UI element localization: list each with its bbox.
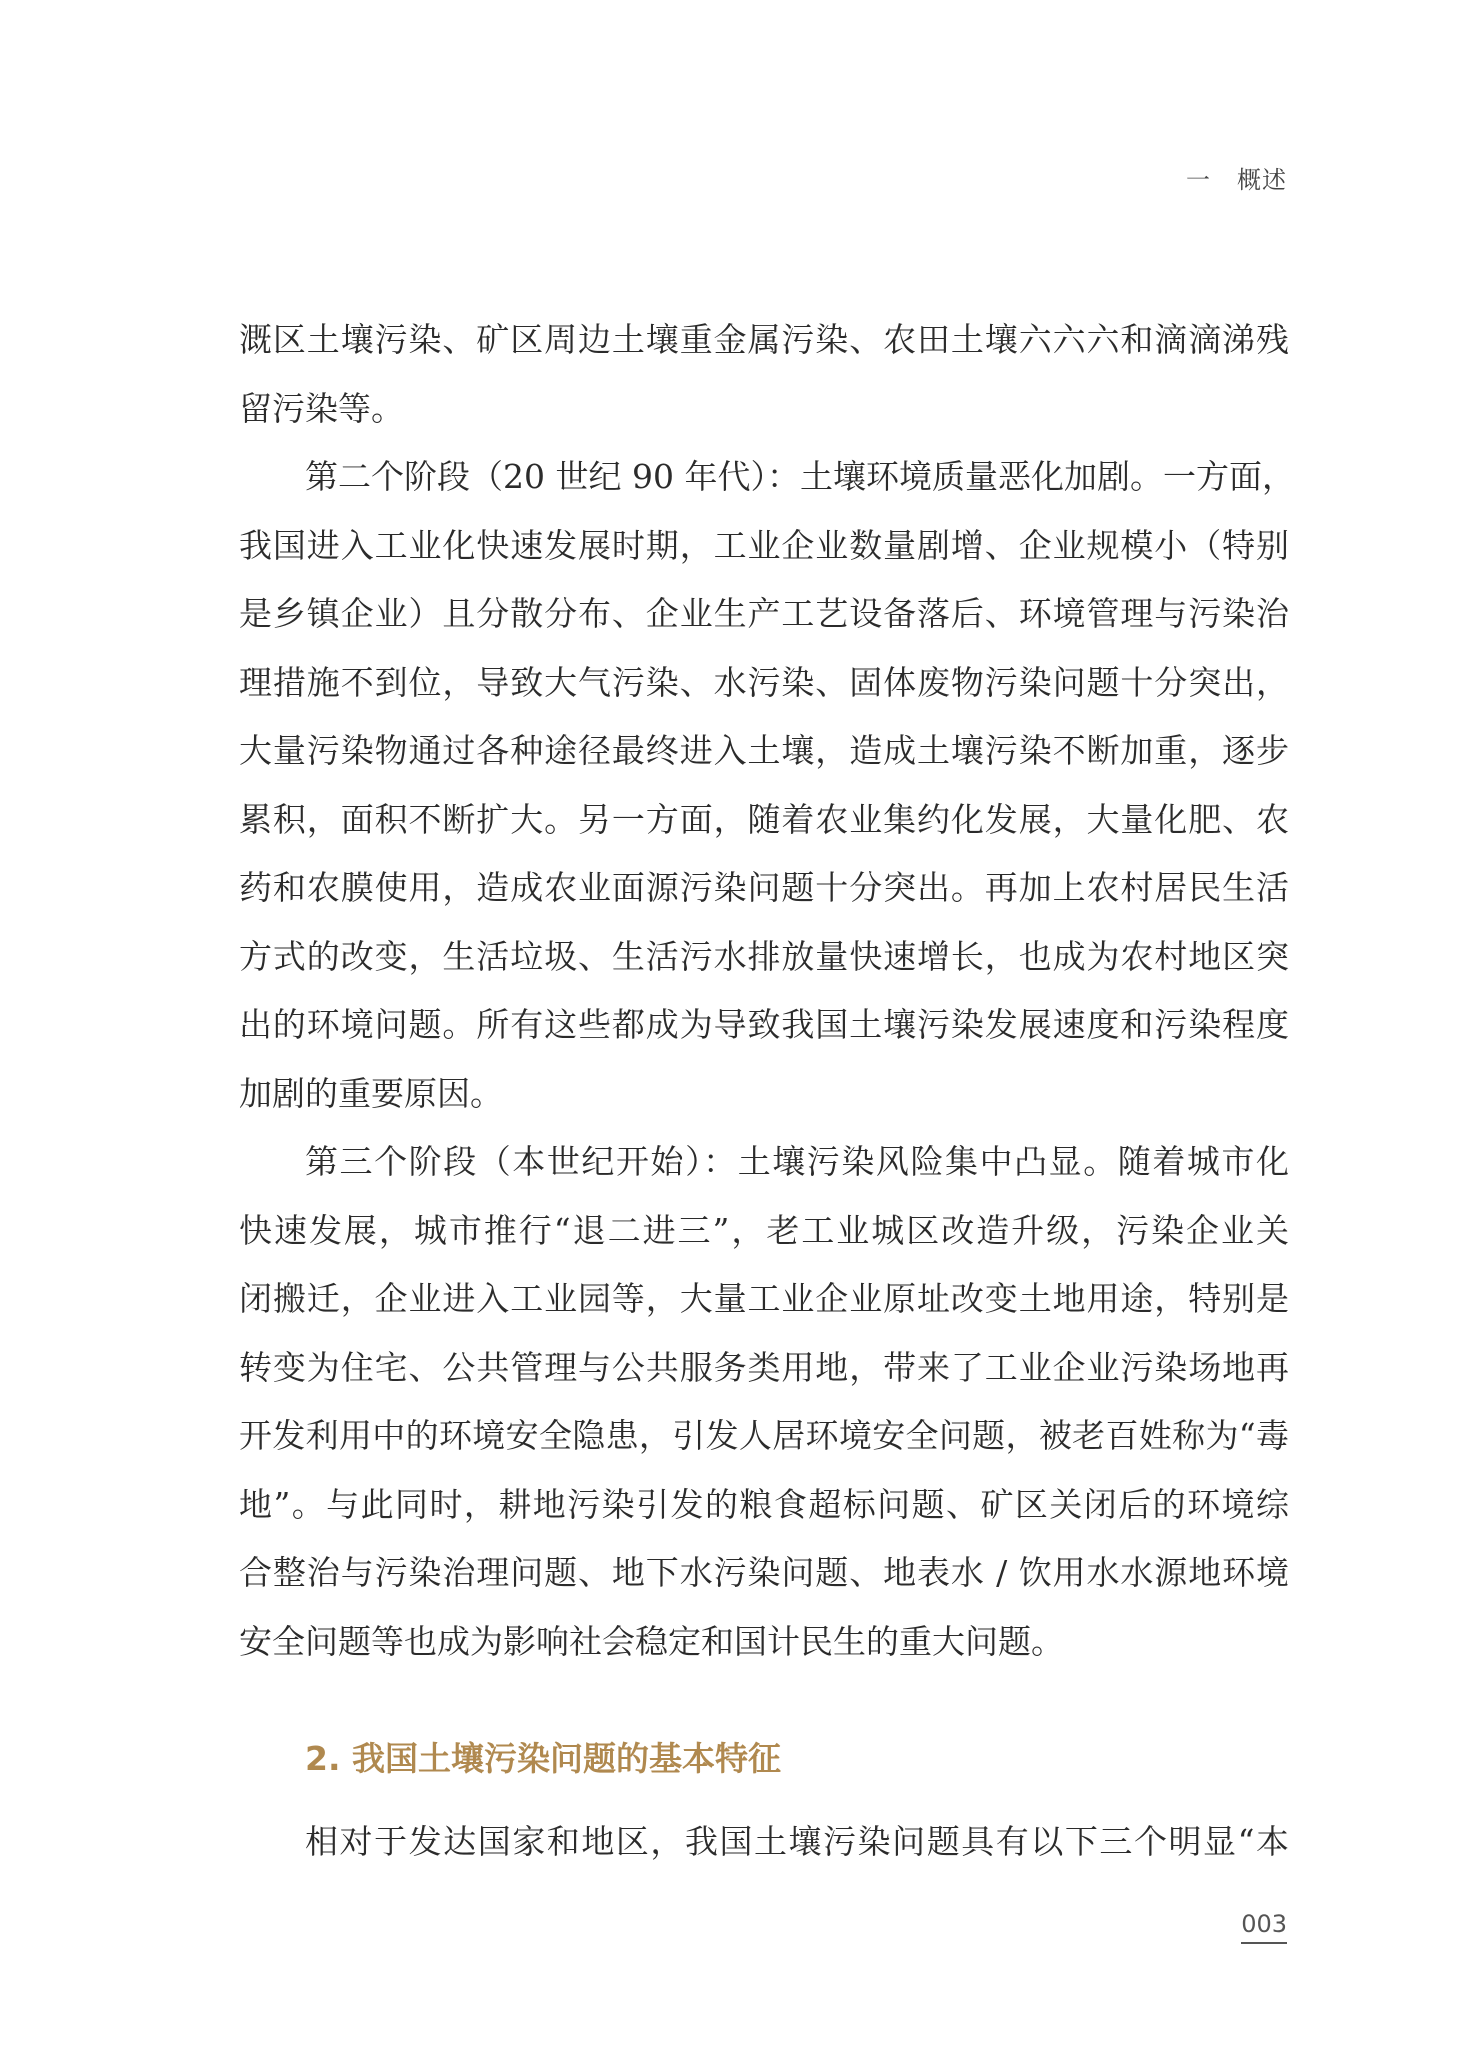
paragraph-line: 我国进入工业化快速发展时期，工业企业数量剧增、企业规模小（特别 bbox=[239, 525, 1289, 565]
body-text bbox=[239, 306, 1295, 1877]
running-header-title: 概述 bbox=[1237, 166, 1287, 194]
paragraph-line: 溉区土壤污染、矿区周边土壤重金属污染、农田土壤六六六和滴滴涕残 bbox=[239, 320, 1289, 359]
running-header bbox=[1186, 160, 1287, 195]
running-header-dash: 一 bbox=[1186, 166, 1211, 194]
paragraph-line: 第二个阶段（20 世纪 90 年代）：土壤环境质量恶化加剧。一方面， bbox=[305, 457, 1295, 496]
section-heading: 2. 我国土壤污染问题的基本特征 bbox=[305, 1739, 781, 1778]
paragraph-line: 出的环境问题。所有这些都成为导致我国土壤污染发展速度和污染程度 bbox=[239, 1005, 1289, 1044]
paragraph-line: 加剧的重要原因。 bbox=[239, 1073, 503, 1113]
paragraph-line: 留污染等。 bbox=[239, 388, 404, 428]
paragraph-line: 是乡镇企业）且分散分布、企业生产工艺设备落后、环境管理与污染治 bbox=[239, 594, 1289, 633]
paragraph-line: 理措施不到位，导致大气污染、水污染、固体废物污染问题十分突出， bbox=[239, 662, 1289, 702]
paragraph-line: 闭搬迁，企业进入工业园等，大量工业企业原址改变土地用途，特别是 bbox=[239, 1279, 1289, 1318]
paragraph-line: 转变为住宅、公共管理与公共服务类用地，带来了工业企业污染场地再 bbox=[239, 1347, 1289, 1387]
page-number: 003 bbox=[1241, 1910, 1287, 1944]
paragraph-line: 累积，面积不断扩大。另一方面，随着农业集约化发展，大量化肥、农 bbox=[239, 799, 1289, 839]
paragraph-line: 方式的改变，生活垃圾、生活污水排放量快速增长，也成为农村地区突 bbox=[239, 936, 1289, 976]
paragraph-line: 快速发展，城市推行“退二进三”，老工业城区改造升级，污染企业关 bbox=[239, 1210, 1289, 1250]
paragraph-line: 第三个阶段（本世纪开始）：土壤污染风险集中凸显。随着城市化 bbox=[305, 1142, 1289, 1181]
paragraph-line: 相对于发达国家和地区，我国土壤污染问题具有以下三个明显“本 bbox=[305, 1822, 1289, 1861]
paragraph-line: 地”。与此同时，耕地污染引发的粮食超标问题、矿区关闭后的环境综 bbox=[239, 1484, 1289, 1524]
paragraph-line: 药和农膜使用，造成农业面源污染问题十分突出。再加上农村居民生活 bbox=[239, 868, 1289, 907]
paragraph-line: 安全问题等也成为影响社会稳定和国计民生的重大问题。 bbox=[239, 1621, 1064, 1661]
paragraph-line: 开发利用中的环境安全隐患，引发人居环境安全问题，被老百姓称为“毒 bbox=[239, 1416, 1289, 1455]
paragraph-line: 大量污染物通过各种途径最终进入土壤，造成土壤污染不断加重，逐步 bbox=[239, 731, 1289, 770]
paragraph-line: 合整治与污染治理问题、地下水污染问题、地表水 / 饮用水水源地环境 bbox=[239, 1553, 1289, 1592]
